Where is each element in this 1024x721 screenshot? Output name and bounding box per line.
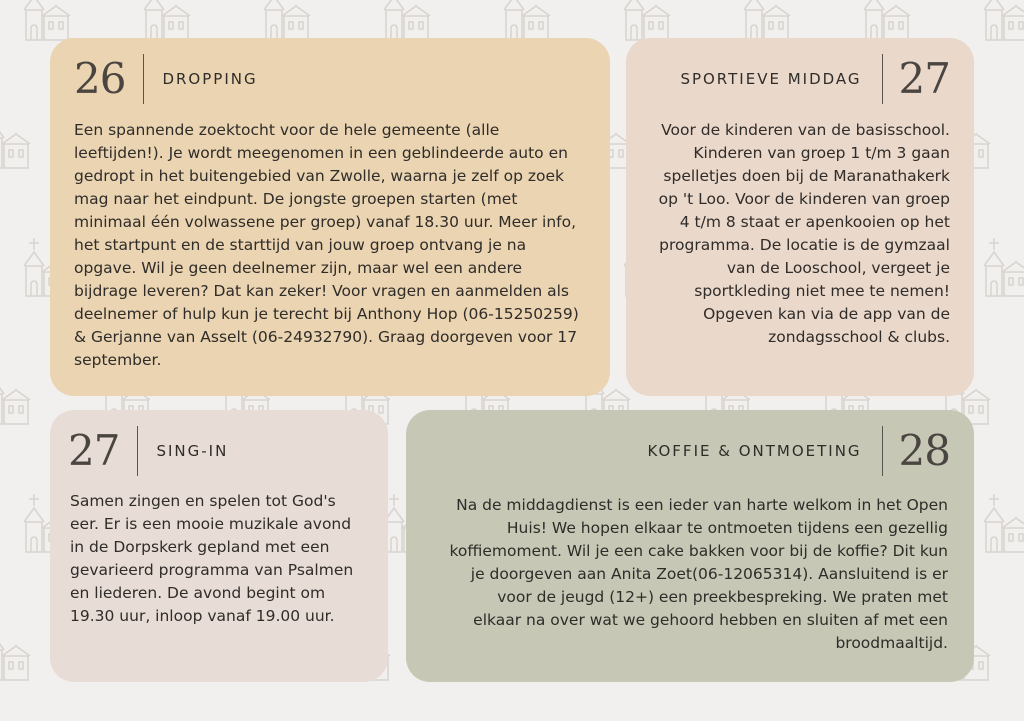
card-title: SING-IN (156, 442, 229, 460)
divider (882, 426, 883, 476)
card-koffie-ontmoeting (406, 410, 974, 682)
card-sportieve-middag (626, 38, 974, 396)
divider (882, 54, 883, 104)
date-number: 26 (74, 54, 126, 103)
date-number: 27 (898, 54, 950, 103)
divider (143, 54, 144, 104)
date-number: 28 (898, 426, 950, 475)
card-sing-in (50, 410, 388, 682)
card-title: KOFFIE & ONTMOETING (647, 442, 862, 460)
card-title: DROPPING (162, 70, 258, 88)
card-title: SPORTIEVE MIDDAG (680, 70, 862, 88)
date-number: 27 (68, 426, 120, 475)
divider (137, 426, 138, 476)
card-body: Samen zingen en spelen tot God's eer. Er is een mooie muzikale avond in de Dorpskerk gepland met een gevarieerd programma van Psalmen en liederen. De avond begint om 19.30 uur, inloop vanaf 19.00 uur. (70, 492, 354, 625)
card-dropping (50, 38, 610, 396)
card-body: Voor de kinderen van de basisschool. Kinderen van groep 1 t/m 3 gaan spelletjes doen bij de Maranathakerk op 't Loo. Voor de kinderen van groep 4 t/m 8 staat er apenkooien op het programma. De locatie is de gymzaal van de Looschool, vergeet je sportkleding niet mee te nemen! Opgeven kan via de app van de zondagsschool & clubs. (658, 121, 950, 346)
card-body: Een spannende zoektocht voor de hele gemeente (alle leeftijden!). Je wordt meegenomen in een geblindeerde auto en gedropt in het buitengebied van Zwolle, waarna je zelf op zoek mag naar het eindpunt. De jongste groepen starten (met minimaal één volwassene per groep) vanaf 18.30 uur. Meer info, het startpunt en de starttijd van jouw groep ontvang je na opgave. Wil je geen deelnemer zijn, maar wel een andere bijdrage leveren? Dat kan zeker! Voor vragen en aanmelden als deelnemer of hulp kun je terecht bij Anthony Hop (06-15250259) & Gerjanne van Asselt (06-24932790). Graag doorgeven voor 17 september. (74, 121, 579, 369)
card-body: Na de middagdienst is een ieder van harte welkom in het Open Huis! We hopen elkaar te ontmoeten tijdens een gezellig koffiemoment. Wil je een cake bakken voor bij de koffie? Dit kun je doorgeven aan Anita Zoet(06-12065314). Aansluitend is er voor de jeugd (12+) een preekbespreking. We praten met elkaar na over wat we gehoord hebben en sluiten af met een broodmaaltijd. (449, 496, 948, 652)
